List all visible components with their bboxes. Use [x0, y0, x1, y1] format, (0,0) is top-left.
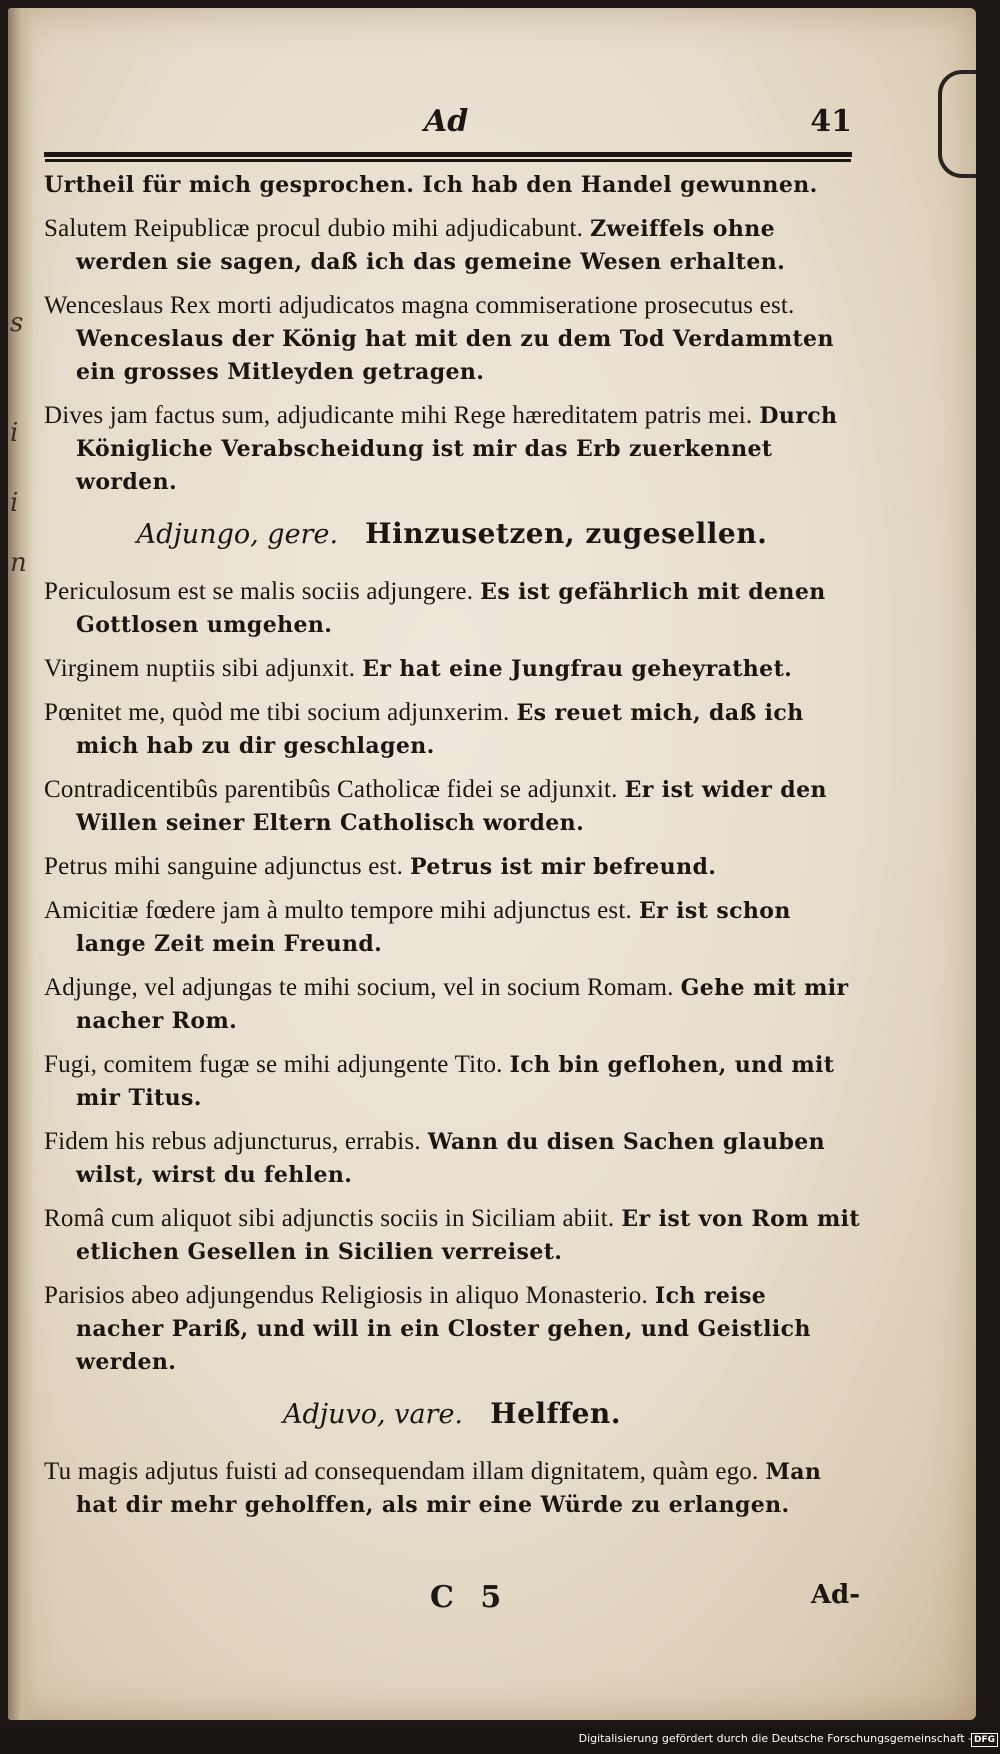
german-translation: Er hat eine Jungfrau geheyrathet. [362, 656, 793, 682]
latin-phrase: Pœnitet me, quòd me tibi socium adjunxerim. [44, 699, 510, 726]
running-head: Ad [424, 104, 469, 139]
headword-german: Helffen. [490, 1397, 622, 1430]
catchword: Ad- [810, 1580, 860, 1610]
page-header [44, 104, 852, 148]
dictionary-entry [44, 1048, 860, 1115]
page-number: 41 [810, 104, 852, 139]
latin-phrase: Adjunge, vel adjungas te mihi socium, vel in socium Romam. [44, 974, 674, 1001]
dictionary-entry [44, 773, 860, 840]
latin-phrase: Dives jam factus sum, adjudicante mihi Rege hæreditatem patris mei. [44, 402, 753, 429]
signature-mark: C 5 [430, 1580, 510, 1615]
headword-german: Hinzusetzen, zugesellen. [365, 517, 768, 550]
latin-phrase: Amicitiæ fœdere jam à multo tempore mihi adjunctus est. [44, 897, 632, 924]
margin-glyph: n [10, 548, 27, 578]
latin-phrase: Fugi, comitem fugæ se mihi adjungente Tito. [44, 1051, 503, 1078]
dictionary-body [44, 168, 860, 1532]
german-translation: Man hat dir mehr geholffen, als mir eine Würde zu erlangen. [76, 1459, 822, 1518]
dictionary-entry [44, 575, 860, 642]
german-translation: Wann du disen Sachen glauben wilst, wirst du fehlen. [76, 1129, 826, 1188]
german-translation: Durch Königliche Verabscheidung ist mir das Erb zuerkennet worden. [76, 403, 838, 495]
german-translation: Ich reise nacher Pariß, und will in ein Closter gehen, und Geistlich werden. [76, 1283, 811, 1375]
page-clip [938, 70, 976, 178]
german-translation: Ich bin geflohen, und mit mir Titus. [76, 1052, 835, 1111]
german-translation: Er ist wider den Willen seiner Eltern Catholisch worden. [76, 777, 827, 836]
funding-credit: Digitalisierung gefördert durch die Deutsche Forschungsgemeinschaft - [578, 1732, 972, 1745]
latin-phrase: Româ cum aliquot sibi adjunctis sociis in Siciliam abiit. [44, 1205, 615, 1232]
headword-adjungo [44, 513, 860, 559]
dictionary-entry [44, 1125, 860, 1192]
german-translation: Es ist gefährlich mit denen Gottlosen umgehen. [76, 579, 826, 638]
dictionary-entry [44, 168, 860, 202]
dictionary-entry [44, 289, 860, 389]
german-translation: Er ist schon lange Zeit mein Freund. [76, 898, 791, 957]
dictionary-entry [44, 894, 860, 961]
dictionary-entry [44, 212, 860, 279]
latin-phrase: Fidem his rebus adjuncturus, errabis. [44, 1128, 421, 1155]
dictionary-entry [44, 1279, 860, 1379]
latin-phrase: Wenceslaus Rex morti adjudicatos magna commiseratione prosecutus est. [44, 292, 795, 319]
margin-glyph: i [10, 418, 19, 448]
latin-phrase: Petrus mihi sanguine adjunctus est. [44, 853, 404, 880]
dictionary-entry [44, 399, 860, 499]
margin-glyph: s [10, 308, 24, 338]
header-rule [44, 152, 852, 159]
german-translation: Wenceslaus der König hat mit den zu dem Tod Verdammten ein grosses Mitleyden getragen. [76, 326, 834, 385]
dictionary-entry [44, 696, 860, 763]
dictionary-entry [44, 1455, 860, 1522]
facing-page-edge [8, 8, 34, 1720]
latin-phrase: Tu magis adjutus fuisti ad consequendam illam dignitatem, quàm ego. [44, 1458, 759, 1485]
latin-phrase: Parisios abeo adjungendus Religiosis in aliquo Monasterio. [44, 1282, 648, 1309]
german-translation: Urtheil für mich gesprochen. Ich hab den Handel gewunnen. [44, 172, 818, 198]
german-translation: Es reuet mich, daß ich mich hab zu dir geschlagen. [76, 700, 804, 759]
dictionary-entry [44, 971, 860, 1038]
dfg-logo-icon: DFG [971, 1733, 998, 1747]
latin-phrase: Salutem Reipublicæ procul dubio mihi adjudicabunt. [44, 215, 584, 242]
german-translation: Gehe mit mir nacher Rom. [76, 975, 849, 1034]
german-translation: Petrus ist mir befreund. [410, 854, 717, 880]
dictionary-entry [44, 1202, 860, 1269]
latin-phrase: Periculosum est se malis sociis adjungere. [44, 578, 474, 605]
dictionary-entry [44, 850, 860, 884]
latin-phrase: Virginem nuptiis sibi adjunxit. [44, 655, 356, 682]
margin-glyph: i [10, 488, 19, 518]
headword-latin: Adjungo, gere. [136, 519, 339, 550]
headword-adjuvo [44, 1393, 860, 1439]
dictionary-entry [44, 652, 860, 686]
german-translation: Er ist von Rom mit etlichen Gesellen in Sicilien verreiset. [76, 1206, 860, 1265]
headword-latin: Adjuvo, vare. [282, 1399, 464, 1430]
credit-bar [0, 1728, 1000, 1754]
page-footer [44, 1580, 860, 1624]
german-translation: Zweiffels ohne werden sie sagen, daß ich das gemeine Wesen erhalten. [76, 216, 786, 275]
latin-phrase: Contradicentibûs parentibûs Catholicæ fidei se adjunxit. [44, 776, 618, 803]
book-page [8, 8, 976, 1720]
